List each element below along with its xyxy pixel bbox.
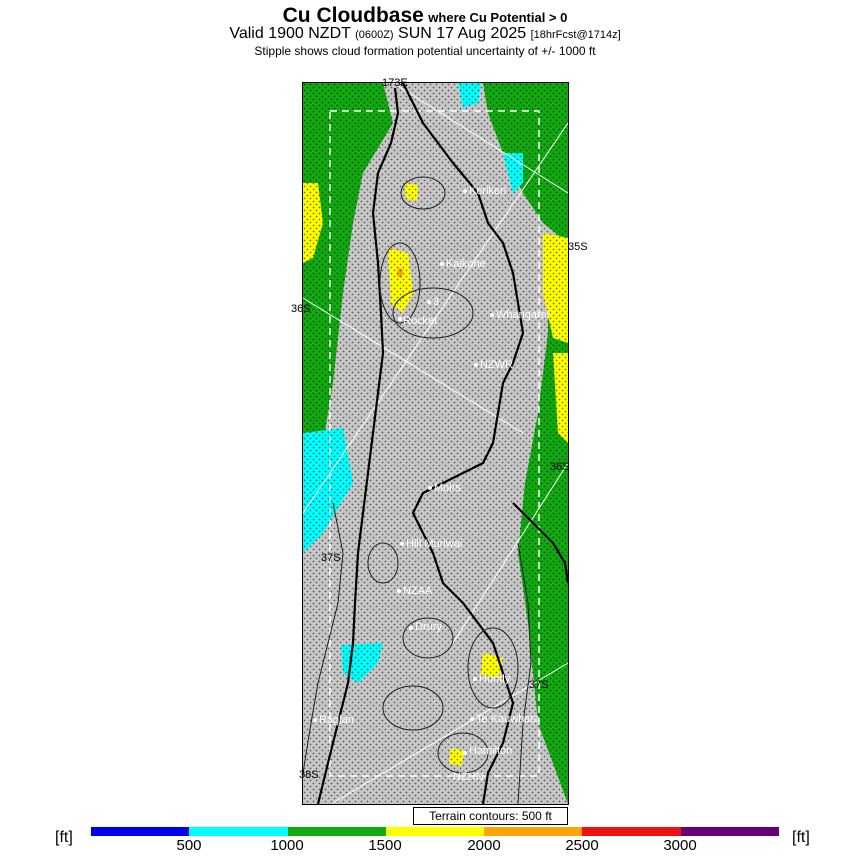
forecast-tag: [18hrFcst@1714z]	[530, 29, 621, 41]
color-scale-segment	[91, 827, 190, 836]
legend-tick-2500: 2500	[565, 837, 599, 854]
place-rocket: Rocket	[403, 315, 438, 327]
legend-tick-2000: 2000	[467, 837, 501, 854]
place-kaikohe: Kaikohe	[446, 258, 486, 270]
valid-date: SUN 17 Aug 2025	[398, 25, 527, 42]
place-nzhn: NZHN	[453, 771, 484, 783]
legend-unit-left: [ft]	[55, 829, 73, 846]
color-scale-segment	[386, 827, 485, 836]
place-hamilton: Hamilton	[469, 745, 513, 757]
place-nzaa: NZAA	[403, 585, 433, 597]
legend-unit-right: [ft]	[792, 829, 810, 846]
place-huntly: Huntly	[479, 673, 511, 685]
stipple-overlay	[303, 83, 568, 804]
grid-label-173e: 173E	[382, 77, 408, 89]
valid-zulu: (0600Z)	[355, 29, 394, 41]
color-scale-bar	[91, 827, 779, 836]
terrain-contour-note: Terrain contours: 500 ft	[413, 807, 568, 825]
title-suffix: where Cu Potential > 0	[428, 10, 568, 25]
place-nzwr: NZWR	[480, 359, 513, 371]
place-drury: Drury	[415, 621, 442, 633]
color-scale-segment	[484, 827, 583, 836]
grid-label-37s-west: 37S	[321, 552, 341, 564]
place-moirs: Moirs	[434, 482, 461, 494]
color-scale-segment	[189, 827, 288, 836]
legend-tick-1500: 1500	[368, 837, 402, 854]
grid-label-38s: 38S	[299, 769, 319, 781]
grid-label-37s-east: 37S	[529, 679, 549, 691]
color-scale-segment	[681, 827, 780, 836]
forecast-map[interactable]	[291, 77, 588, 805]
valid-prefix: Valid 1900 NZDT	[229, 25, 351, 42]
place-raglan: Raglan	[319, 714, 354, 726]
legend-tick-500: 500	[176, 837, 202, 854]
place-3: 3	[433, 296, 440, 308]
title-main: Cu Cloudbase	[282, 4, 424, 27]
legend-tick-1000: 1000	[270, 837, 304, 854]
grid-label-36s-east: 36S	[550, 461, 570, 473]
grid-label-36s-west: 36S	[291, 303, 311, 315]
place-whangarei: Whangarei	[496, 309, 550, 321]
place-hill-muriwai: Hill Muriwai	[406, 538, 463, 550]
legend-tick-3000: 3000	[663, 837, 697, 854]
valid-time	[0, 25, 850, 43]
map-subtitle: Stipple shows cloud formation potential uncertainty of +/- 1000 ft	[254, 44, 596, 58]
color-scale-segment	[288, 827, 387, 836]
place-kerikeri: Kerikeri	[469, 185, 507, 197]
color-scale-segment	[582, 827, 681, 836]
place-te-kauwhata: Te Kauwhata	[476, 713, 540, 725]
map-canvas	[303, 83, 568, 804]
grid-label-35s: 35S	[568, 241, 588, 253]
